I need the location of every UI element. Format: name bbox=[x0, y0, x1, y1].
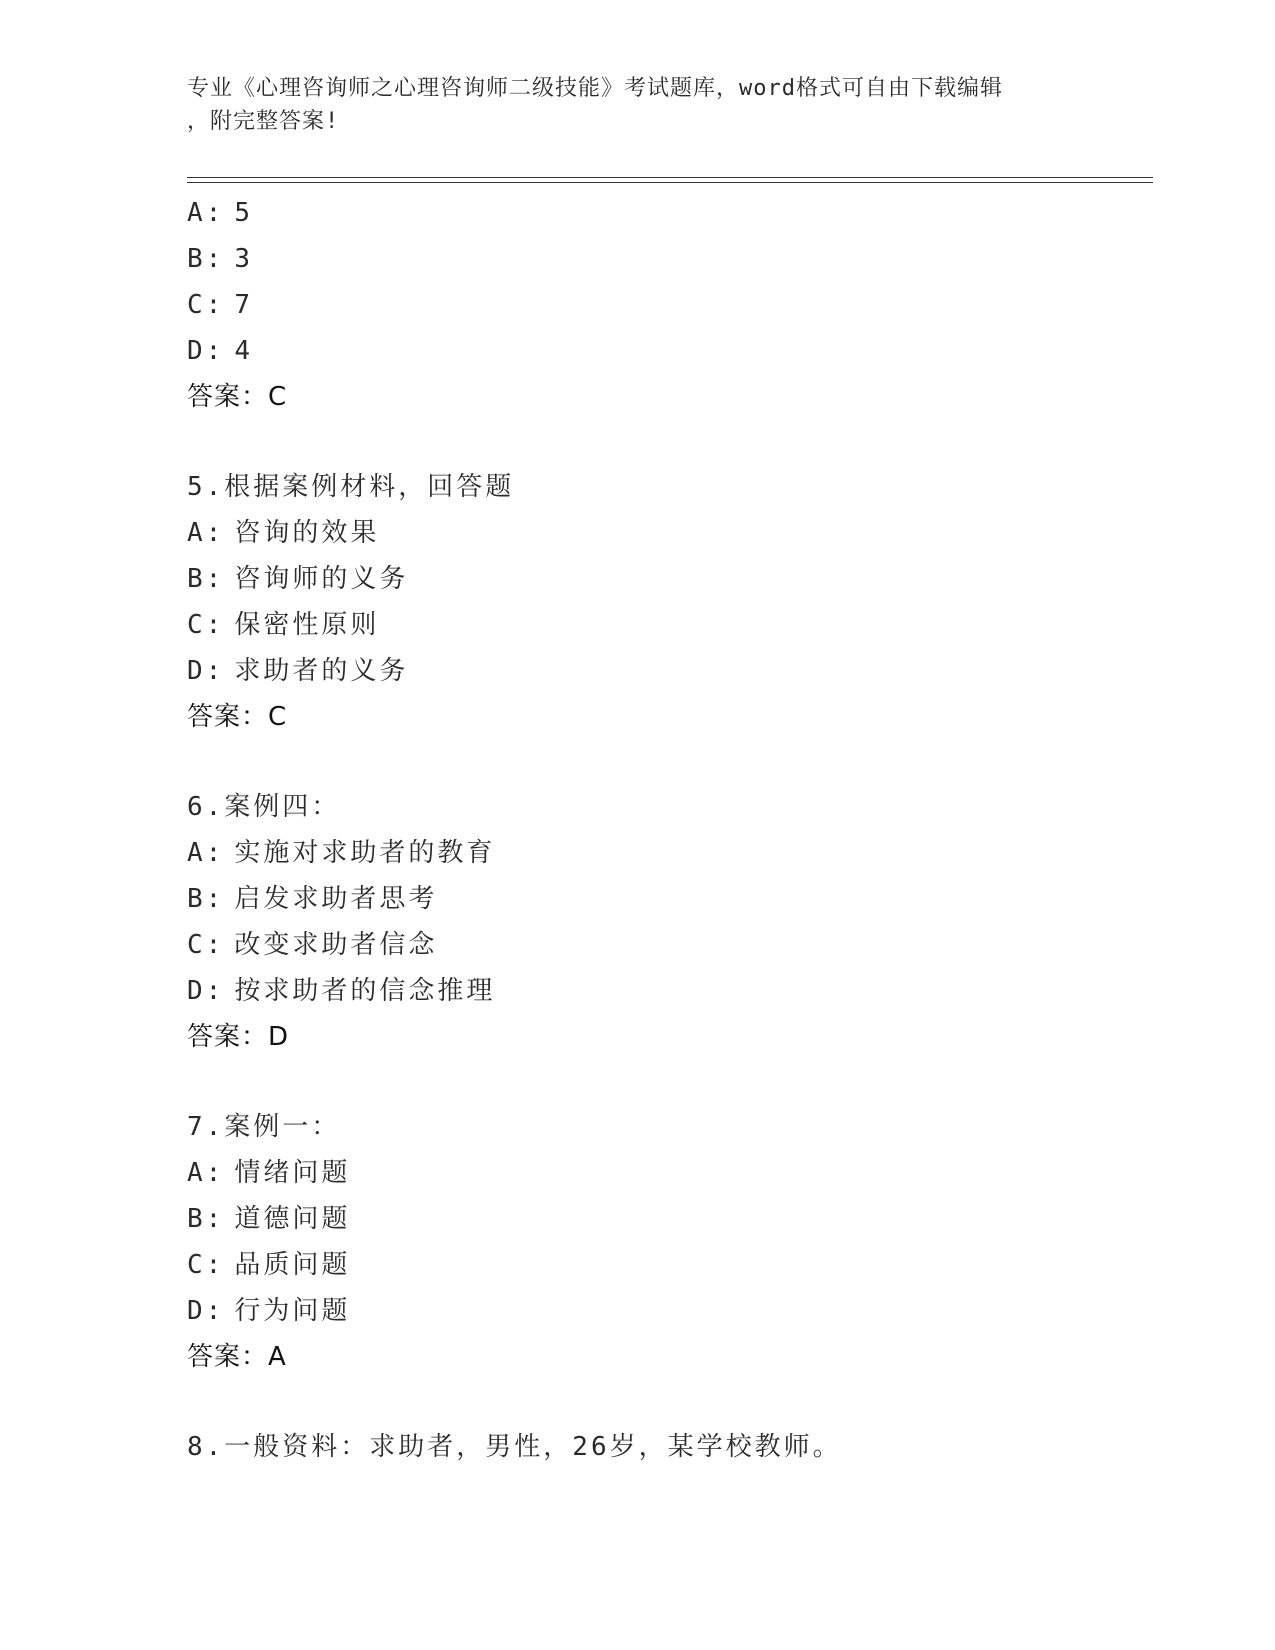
question-block-continued bbox=[187, 190, 1147, 420]
option-d: D: 求助者的义务 bbox=[187, 656, 409, 686]
spacer bbox=[187, 420, 1147, 464]
question-title: 7.案例一： bbox=[187, 1112, 341, 1142]
document-header bbox=[187, 72, 1087, 138]
answer-line: 答案：A bbox=[187, 1342, 287, 1372]
question-block-7 bbox=[187, 1104, 1147, 1380]
option-a: A: 情绪问题 bbox=[187, 1158, 351, 1188]
option-c: C: 保密性原则 bbox=[187, 610, 380, 640]
header-line-1: 专业《心理咨询师之心理咨询师二级技能》考试题库，word格式可自由下载编辑 bbox=[187, 76, 1003, 101]
header-divider-bottom bbox=[187, 182, 1153, 183]
option-b: B: 3 bbox=[187, 244, 253, 274]
option-c: C: 改变求助者信念 bbox=[187, 930, 438, 960]
option-a: A: 咨询的效果 bbox=[187, 518, 380, 548]
answer-line: 答案：C bbox=[187, 382, 288, 412]
option-b: B: 启发求助者思考 bbox=[187, 884, 438, 914]
option-b: B: 道德问题 bbox=[187, 1204, 351, 1234]
spacer bbox=[187, 1060, 1147, 1104]
header-divider-top bbox=[187, 177, 1153, 178]
question-title: 8.一般资料：求助者，男性，26岁，某学校教师。 bbox=[187, 1432, 842, 1462]
option-a: A: 实施对求助者的教育 bbox=[187, 838, 496, 868]
option-a: A: 5 bbox=[187, 198, 253, 228]
question-list bbox=[187, 190, 1147, 1470]
question-block-8 bbox=[187, 1424, 1147, 1470]
answer-line: 答案：D bbox=[187, 1022, 290, 1052]
option-b: B: 咨询师的义务 bbox=[187, 564, 409, 594]
option-c: C: 品质问题 bbox=[187, 1250, 351, 1280]
question-title: 6.案例四： bbox=[187, 792, 341, 822]
answer-line: 答案：C bbox=[187, 702, 288, 732]
option-d: D: 行为问题 bbox=[187, 1296, 351, 1326]
spacer bbox=[187, 1380, 1147, 1424]
option-d: D: 按求助者的信念推理 bbox=[187, 976, 496, 1006]
question-block-5 bbox=[187, 464, 1147, 740]
question-block-6 bbox=[187, 784, 1147, 1060]
option-d: D: 4 bbox=[187, 336, 253, 366]
question-title: 5.根据案例材料，回答题 bbox=[187, 472, 515, 502]
spacer bbox=[187, 740, 1147, 784]
header-line-2: ，附完整答案! bbox=[187, 109, 340, 134]
option-c: C: 7 bbox=[187, 290, 253, 320]
